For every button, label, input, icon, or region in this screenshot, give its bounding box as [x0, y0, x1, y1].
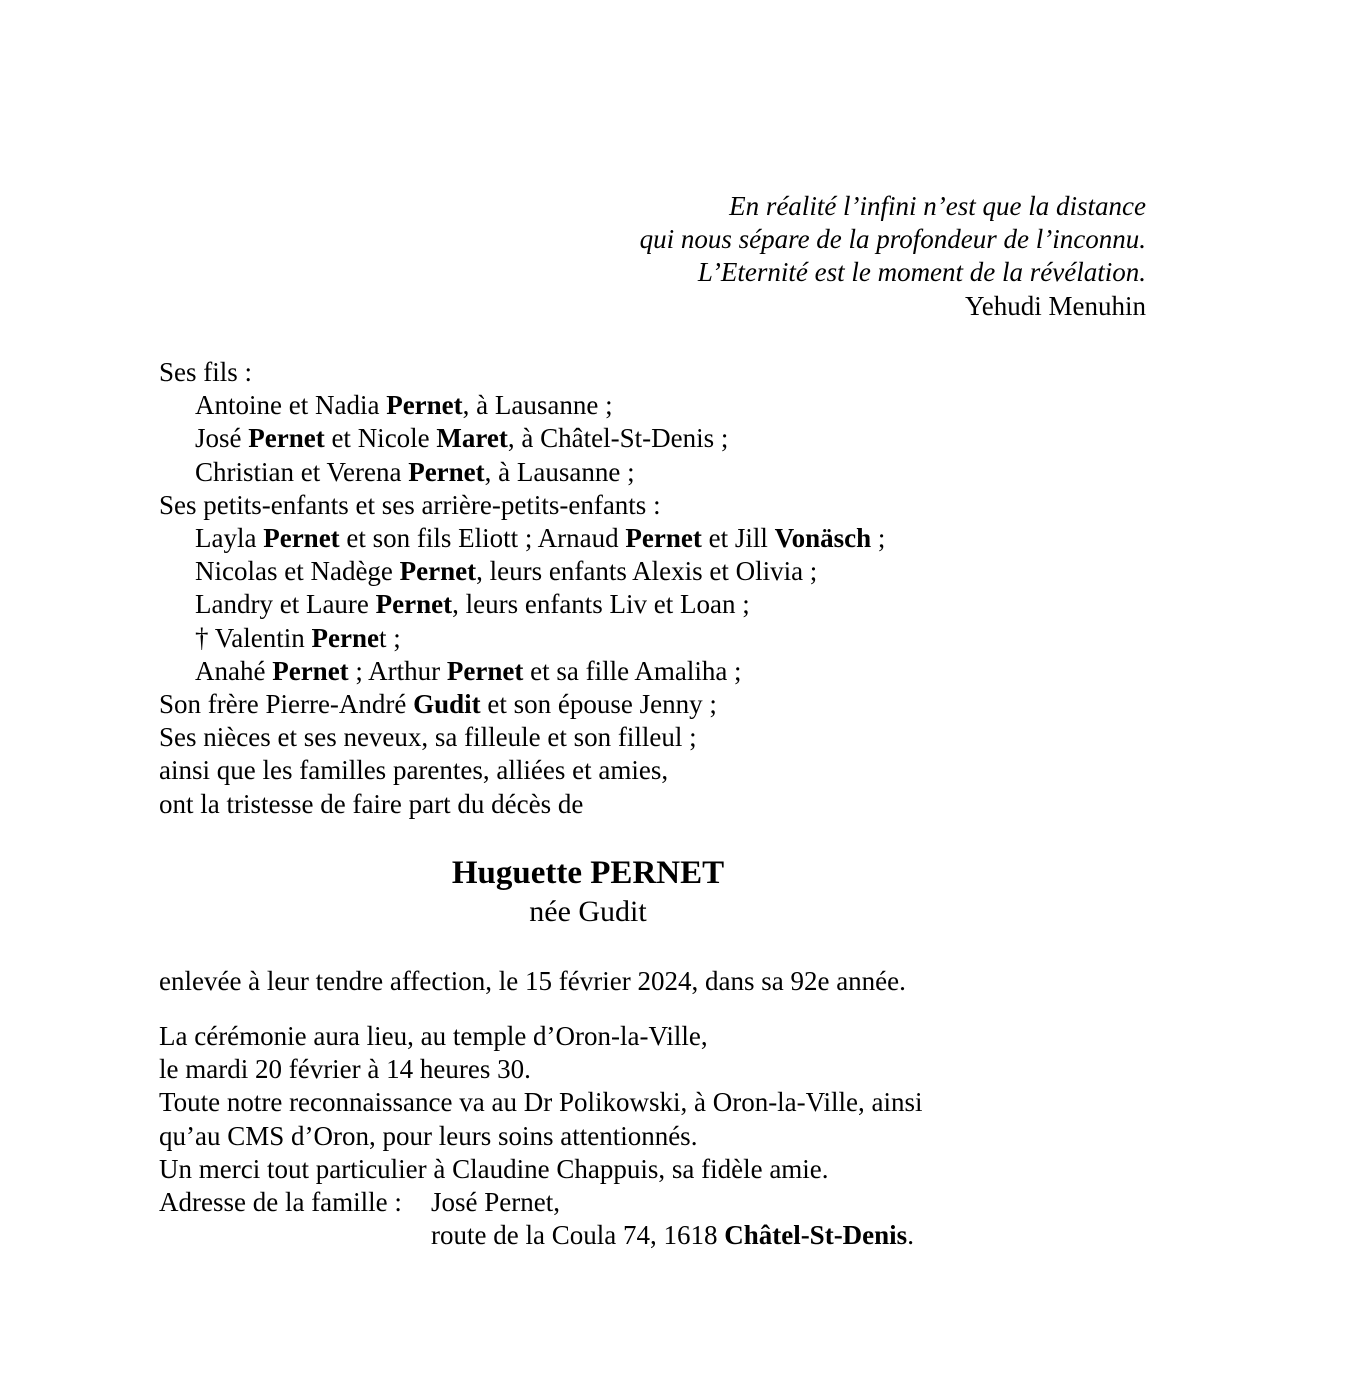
address-line-2: route de la Coula 74, 1618 Châtel-St-Denis. [431, 1220, 914, 1251]
epigraph-author: Yehudi Menuhin [964, 290, 1146, 321]
grandchild-entry: † Valentin Pernet ; [195, 622, 401, 653]
deceased-block [0, 853, 1176, 930]
grandchildren-heading: Ses petits-enfants et ses arrière-petits-enfants : [159, 489, 661, 520]
nieces-entry: Ses nièces et ses neveux, sa filleule et son filleul ; [159, 722, 697, 753]
epigraph [640, 190, 1146, 323]
thanks-line: Toute notre reconnaissance va au Dr Polikowski, à Oron-la-Ville, ainsi [159, 1087, 923, 1118]
address-label: Adresse de la famille : [159, 1187, 402, 1217]
address-line-1: José Pernet, [431, 1187, 560, 1217]
maiden-name: née Gudit [529, 895, 647, 928]
son-entry: Antoine et Nadia Pernet, à Lausanne ; [195, 390, 613, 421]
grandchild-entry: Anahé Pernet ; Arthur Pernet et sa fille Amaliha ; [195, 655, 742, 686]
sons-heading: Ses fils : [159, 357, 253, 387]
announcement-line: ont la tristesse de faire part du décès de [159, 788, 584, 819]
brother-entry: Son frère Pierre-André Gudit et son épouse Jenny ; [159, 689, 717, 720]
ceremony-line: La cérémonie aura lieu, au temple d’Oron-la-Ville, [159, 1021, 708, 1051]
grandchild-entry: Landry et Laure Pernet, leurs enfants Liv et Loan ; [195, 589, 750, 620]
thanks-line: qu’au CMS d’Oron, pour leurs soins attentionnés. [159, 1120, 698, 1151]
son-entry: Christian et Verena Pernet, à Lausanne ; [195, 456, 635, 487]
epigraph-line: L’Eternité est le moment de la révélation. [697, 257, 1146, 288]
grandchild-entry: Nicolas et Nadège Pernet, leurs enfants Alexis et Olivia ; [195, 556, 818, 587]
deceased-name: Huguette PERNET [451, 855, 725, 891]
family-list [159, 356, 885, 821]
families-entry: ainsi que les familles parentes, alliées et amies, [159, 755, 669, 786]
epigraph-line: En réalité l’infini n’est que la distance [729, 191, 1146, 221]
ceremony-line: le mardi 20 février à 14 heures 30. [159, 1054, 531, 1085]
address-lines [431, 1186, 914, 1252]
death-notice: enlevée à leur tendre affection, le 15 février 2024, dans sa 92e année. [159, 966, 906, 996]
son-entry: José Pernet et Nicole Maret, à Châtel-St-Denis ; [195, 423, 729, 454]
epigraph-line: qui nous sépare de la profondeur de l’inconnu. [639, 224, 1146, 255]
grandchild-entry: Layla Pernet et son fils Eliott ; Arnaud Pernet et Jill Vonäsch ; [195, 523, 886, 554]
ceremony-info [159, 1020, 923, 1186]
thanks-line: Un merci tout particulier à Claudine Chappuis, sa fidèle amie. [159, 1153, 829, 1184]
